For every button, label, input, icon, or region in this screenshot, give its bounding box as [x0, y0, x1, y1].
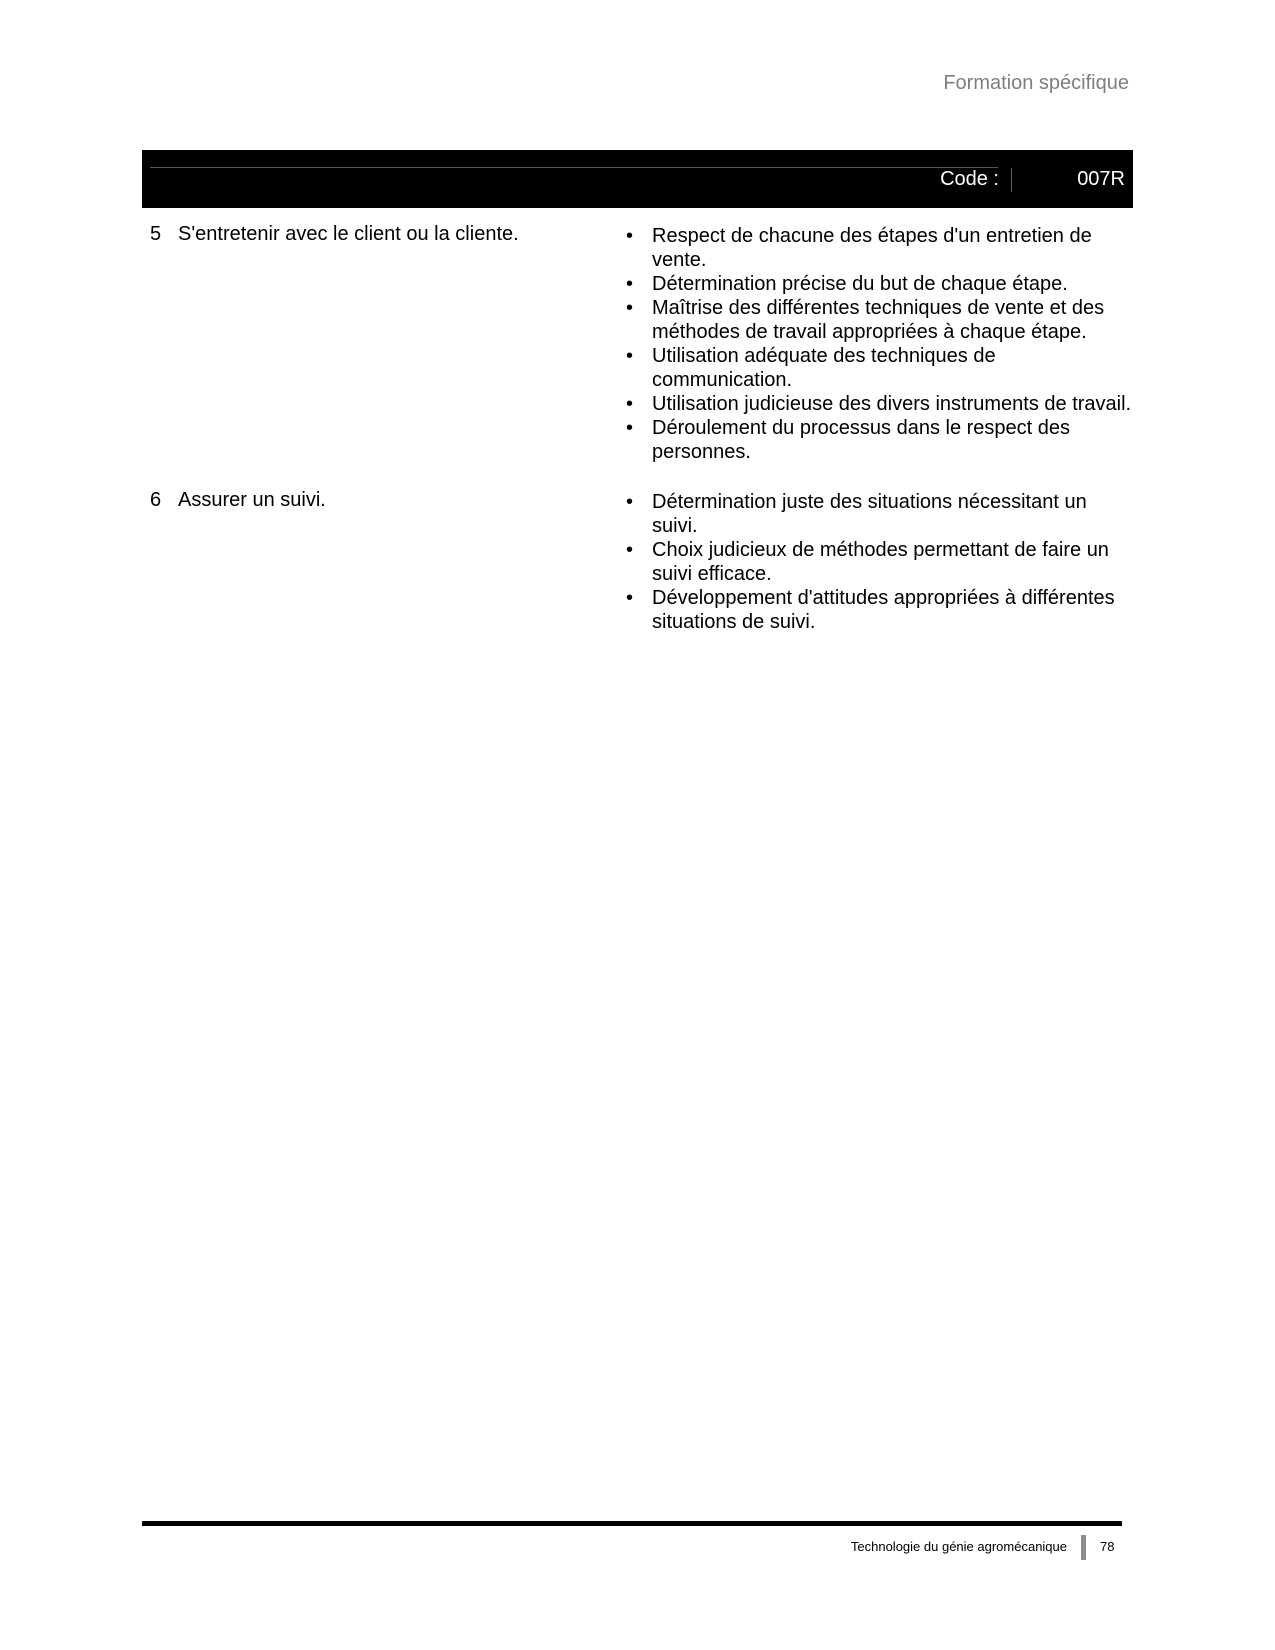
criterion-text: Utilisation judicieuse des divers instruments de travail.	[652, 393, 1132, 415]
list-item	[626, 490, 1133, 538]
bullet-icon: •	[626, 393, 634, 415]
code-label: Code :	[940, 168, 999, 190]
bullet-icon: •	[626, 273, 634, 295]
step-cell	[142, 488, 612, 634]
footer-rule	[142, 1521, 1122, 1526]
bullet-icon: •	[626, 539, 634, 561]
criterion-text: Détermination précise du but de chaque étape.	[652, 273, 1068, 295]
criterion-text: Détermination juste des situations nécessitant un suivi.	[652, 491, 1087, 537]
step-text: S'entretenir avec le client ou la cliente.	[178, 223, 519, 245]
table-row	[142, 488, 1133, 634]
criterion-text: Choix judicieux de méthodes permettant de faire un suivi efficace.	[652, 539, 1109, 585]
list-item	[626, 296, 1133, 344]
list-item	[626, 586, 1133, 634]
section-label: Formation spécifique	[943, 72, 1129, 94]
criterion-text: Déroulement du processus dans le respect des personnes.	[652, 417, 1071, 463]
bullet-icon: •	[626, 491, 634, 513]
code-bar	[142, 150, 1133, 208]
criterion-text: Utilisation adéquate des techniques de communication.	[652, 345, 996, 391]
list-item	[626, 416, 1133, 464]
list-item	[626, 538, 1133, 586]
list-item	[626, 272, 1133, 296]
table-row	[142, 222, 1133, 464]
list-item	[626, 344, 1133, 392]
step-text: Assurer un suivi.	[178, 489, 326, 511]
list-item	[626, 224, 1133, 272]
code-separator	[1011, 168, 1012, 192]
criterion-text: Développement d'attitudes appropriées à différentes situations de suivi.	[652, 587, 1115, 633]
step-number: 5	[150, 223, 162, 245]
criterion-text: Maîtrise des différentes techniques de vente et des méthodes de travail appropriées à chaque étape.	[652, 297, 1105, 343]
bullet-icon: •	[626, 297, 634, 319]
step-number: 6	[150, 489, 162, 511]
code-value: 007R	[1077, 168, 1125, 190]
step-cell	[142, 222, 612, 464]
page-number: 78	[1100, 1539, 1115, 1554]
competency-table	[142, 222, 1133, 658]
bullet-icon: •	[626, 345, 634, 367]
bullet-icon: •	[626, 417, 634, 439]
footer-separator	[1081, 1535, 1086, 1560]
criterion-text: Respect de chacune des étapes d'un entretien de vente.	[652, 225, 1092, 271]
code-bar-divider	[150, 167, 998, 168]
footer-program-title: Technologie du génie agromécanique	[850, 1539, 1067, 1554]
list-item	[626, 392, 1133, 416]
criteria-list	[612, 490, 1133, 634]
bullet-icon: •	[626, 225, 634, 247]
bullet-icon: •	[626, 587, 634, 609]
criteria-list	[612, 224, 1133, 464]
